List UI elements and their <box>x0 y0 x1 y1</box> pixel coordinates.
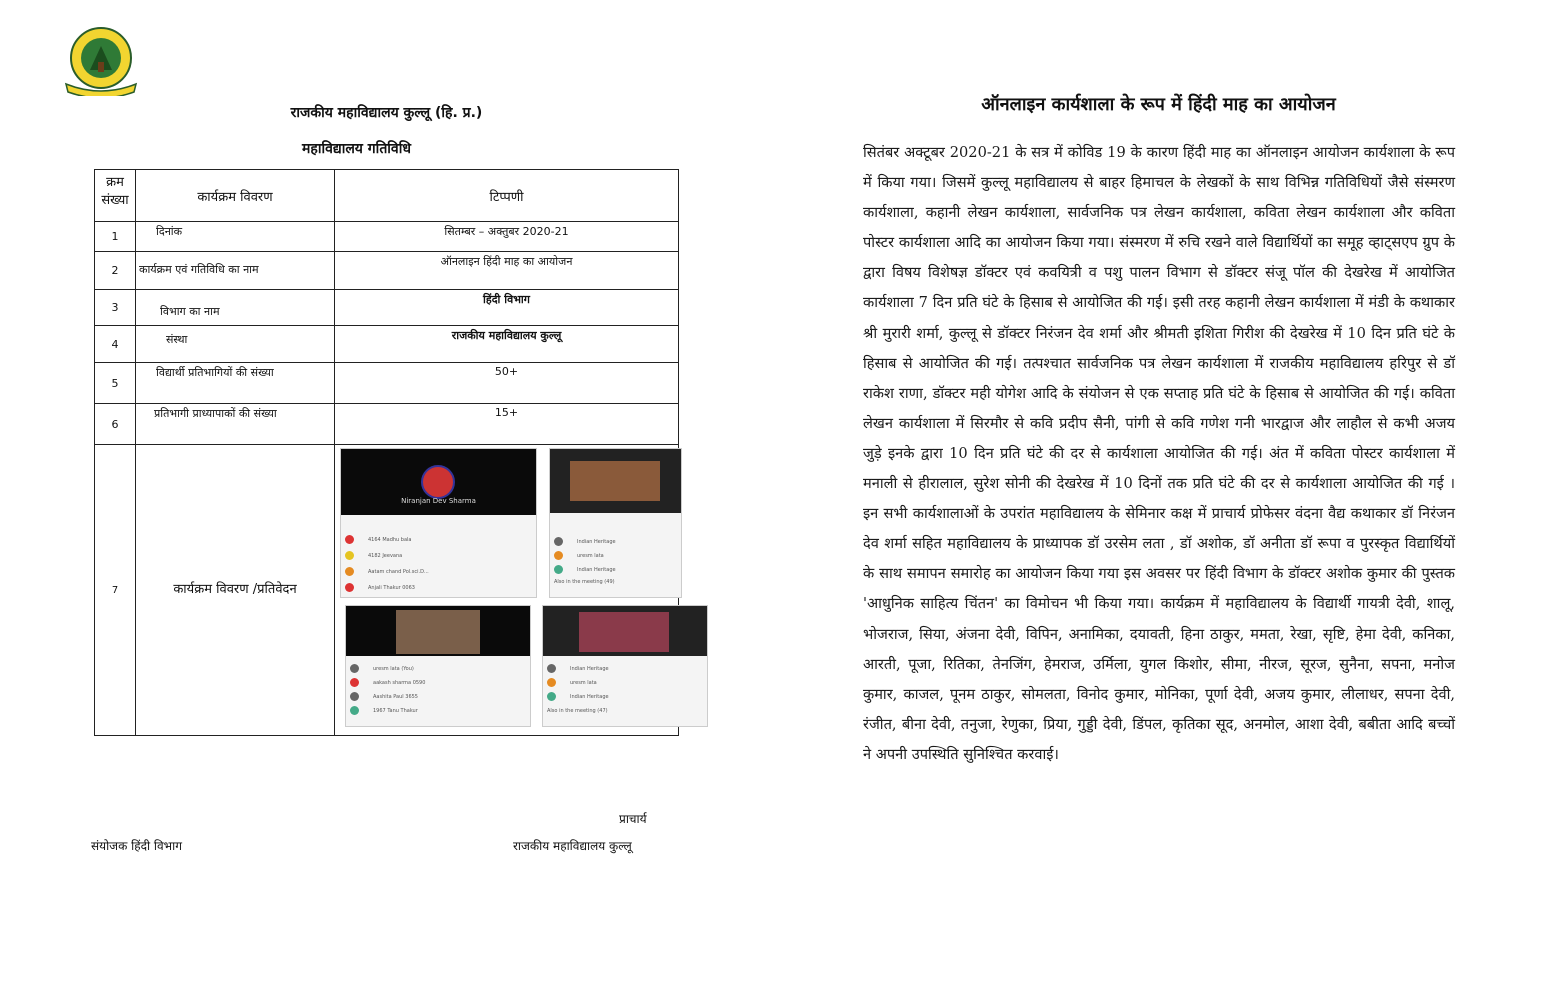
meeting-screenshot-1 <box>340 448 537 598</box>
row-number: 3 <box>95 290 136 326</box>
college-logo-icon <box>60 26 142 96</box>
row-label: विभाग का नाम <box>136 290 335 326</box>
participant-row <box>554 565 677 576</box>
table-row <box>95 290 679 326</box>
participant-row <box>547 692 703 703</box>
meeting-screenshot-3 <box>345 605 531 727</box>
table-row <box>95 326 679 363</box>
shared-painting <box>570 461 660 501</box>
participant-name: aakash sharma 0590 <box>373 680 426 686</box>
header-serial: क्रम संख्या <box>95 170 136 222</box>
row-number: 7 <box>95 445 136 736</box>
meeting-count: Also in the meeting (49) <box>554 579 615 585</box>
participant-name: uresm lata (You) <box>373 666 414 672</box>
meeting-screenshot-4 <box>542 605 708 727</box>
participant-name: 4182 Jeevana <box>368 553 403 559</box>
row-label: कार्यक्रम एवं गतिविधि का नाम <box>136 252 335 290</box>
participant-row <box>350 678 526 689</box>
participant-name: Aatam chand Pol.sci.D... <box>368 569 429 575</box>
table-header-row <box>95 170 679 222</box>
row-number: 6 <box>95 404 136 445</box>
participant-name: Indian Heritage <box>577 539 616 545</box>
row-label: कार्यक्रम विवरण /प्रतिवेदन <box>136 445 335 736</box>
participant-name: uresm lata <box>577 553 604 559</box>
participant-row <box>345 567 532 578</box>
participant-name: uresm lata <box>570 680 597 686</box>
section-title: महाविद्यालय गतिविधि <box>302 141 411 157</box>
participant-row <box>350 664 526 675</box>
participant-row <box>345 583 532 594</box>
participant-row <box>547 678 703 689</box>
row-value: ऑनलाइन हिंदी माह का आयोजन <box>335 252 679 290</box>
participant-name: Indian Heritage <box>577 567 616 573</box>
article-title: ऑनलाइन कार्यशाला के रूप में हिंदी माह का आयोजन <box>981 94 1336 115</box>
row-number: 4 <box>95 326 136 363</box>
principal-label: प्राचार्य <box>619 812 647 826</box>
participant-row <box>350 706 526 717</box>
row-number: 1 <box>95 222 136 252</box>
row-label: संस्था <box>136 326 335 363</box>
row-label: दिनांक <box>136 222 335 252</box>
principal-college: राजकीय महाविद्यालय कुल्लू <box>513 839 632 853</box>
row-value: 15+ <box>335 404 679 445</box>
table-row <box>95 404 679 445</box>
row-label: विद्यार्थी प्रतिभागियों की संख्या <box>136 363 335 404</box>
table-row <box>95 222 679 252</box>
table-row <box>95 445 679 736</box>
activity-table <box>94 169 679 736</box>
participant-name: Anjali Thakur 0063 <box>368 585 415 591</box>
row-value: सितम्बर – अक्तुबर 2020-21 <box>335 222 679 252</box>
participant-name: 1967 Tanu Thakur <box>373 708 418 714</box>
screenshots-cell <box>335 445 679 736</box>
speaker-name: Niranjan Dev Sharma <box>401 497 476 505</box>
participant-row <box>554 551 677 562</box>
speaker-video <box>396 610 480 654</box>
participant-row <box>554 537 677 548</box>
article-body: सितंबर अक्टूबर 2020-21 के सत्र में कोविड 19 के कारण हिंदी माह का ऑनलाइन आयोजन कार्यशाला के रूप में किया गया। जिसमें कुल्लू महाविद्यालय से बाहर हिमाचल के लेखकों के साथ विभिन्न गतिविधियों जैसे संस्मरण कार्यशाला, कहानी लेखन कार्यशाला, सार्वजनिक पत्र लेखन कार्यशाला, कविता लेखन कार्यशाला और कविता पोस्टर कार्यशाला आदि का आयोजन किया गया। संस्मरण में रुचि रखने वाले विद्यार्थियों का समूह व्हाट्सएप ग्रुप के द्वारा विषय विशेषज्ञ डॉक्टर एवं कवयित्री व पशु पालन विभाग से डॉक्टर संजू पॉल की देखरेख में आयोजित कार्यशाला 7 दिन प्रति घंटे के हिसाब से आयोजित की गई। इसी तरह कहानी लेखन कार्यशाला में मंडी के कथाकार श्री मुरारी शर्मा, कुल्लू से डॉक्टर निरंजन देव शर्मा और श्रीमती इशिता गिरीश की देखरेख में 10 दिन प्रति घंटे के हिसाब से आयोजित की गई। तत्पश्चात सार्वजनिक पत्र लेखन कार्यशाला में राजकीय महाविद्यालय हरिपुर से डॉ राकेश राणा, डॉक्टर मही योगेश आदि के संयोजन से एक सप्ताह प्रति घंटे के हिसाब से आयोजित की गई। कविता लेखन कार्यशाला में सिरमौर से कवि प्रदीप सैनी, पांगी से कवि गणेश गनी भारद्वाज और लाहौल से कभी अजय जुड़े इनके द्वारा 10 दिन प्रति घंटे की दर से कार्यशाला आयोजित की गई। अंत में कविता पोस्टर कार्यशाला में मनाली से हीरालाल, सुरेश सोनी की देखरेख में 10 दिनों तक प्रति घंटे की दर से कार्यशाला आयोजित की गई । इन सभी कार्यशालाओं के उपरांत महाविद्यालय के सेमिनार कक्ष में प्राचार्य प्रोफेसर वंदना वैद्य कथाकार डॉ निरंजन देव शर्मा सहित महाविद्यालय के प्राध्यापक डॉ उरसेम लता , डॉ अशोक, डॉ अनीता डॉ रूपा व पुरस्कृत विद्यार्थियों के साथ समापन समारोह का आयोजन किया गया इस अवसर पर हिंदी विभाग के डॉक्टर अशोक कुमार की पुस्तक 'आधुनिक साहित्य चिंतन' का विमोचन भी किया गया। कार्यक्रम में महाविद्यालय के विद्यार्थी गायत्री देवी, शालू, भोजराज, सिया, अंजना देवी, विपिन, अनामिका, दयावती, हिना ठाकुर, ममता, रेखा, सृष्टि, हेमा देवी, कनिका, आरती, पूजा, रितिका, तेनजिंग, हेमराज, उर्मिला, युगल किशोर, सीमा, नीरज, सूरज, सुनैना, सपना, मनोज कुमार, काजल, पूनम ठाकुर, सोमलता, विनोद कुमार, मोनिका, पूर्णा देवी, अजय कुमार, लीलाधर, सपना देवी, रंजीत, बीना देवी, तनुजा, रेणुका, प्रिया, गुड्डी देवी, डिंपल, कृतिका सूद, अनमोल, आशा देवी, बबीता आदि बच्चों ने अपनी उपस्थिति सुनिश्चित करवाई। <box>863 144 1455 763</box>
participant-name: Indian Heritage <box>570 666 609 672</box>
coordinator-label: संयोजक हिंदी विभाग <box>91 839 182 853</box>
row-number: 2 <box>95 252 136 290</box>
participant-name: Indian Heritage <box>570 694 609 700</box>
row-label: प्रतिभागी प्राध्यापाकों की संख्या <box>136 404 335 445</box>
participant-row <box>547 664 703 675</box>
header-program: कार्यक्रम विवरण <box>136 170 335 222</box>
table-row <box>95 252 679 290</box>
header-remark: टिप्पणी <box>335 170 679 222</box>
speaker-avatar <box>421 465 455 499</box>
participant-name: Aashita Paul 3655 <box>373 694 418 700</box>
meeting-screenshot-2 <box>549 448 682 598</box>
row-value: हिंदी विभाग <box>335 290 679 326</box>
row-value: 50+ <box>335 363 679 404</box>
shared-painting <box>579 612 669 652</box>
college-name: राजकीय महाविद्यालय कुल्लू (हि. प्र.) <box>290 105 483 121</box>
participant-name: 4164 Madhu bala <box>368 537 412 543</box>
meeting-count: Also in the meeting (47) <box>547 708 608 714</box>
participant-row <box>350 692 526 703</box>
row-number: 5 <box>95 363 136 404</box>
row-value: राजकीय महाविद्यालय कुल्लू <box>335 326 679 363</box>
participant-row <box>345 551 532 562</box>
participant-row <box>345 535 532 546</box>
table-row <box>95 363 679 404</box>
